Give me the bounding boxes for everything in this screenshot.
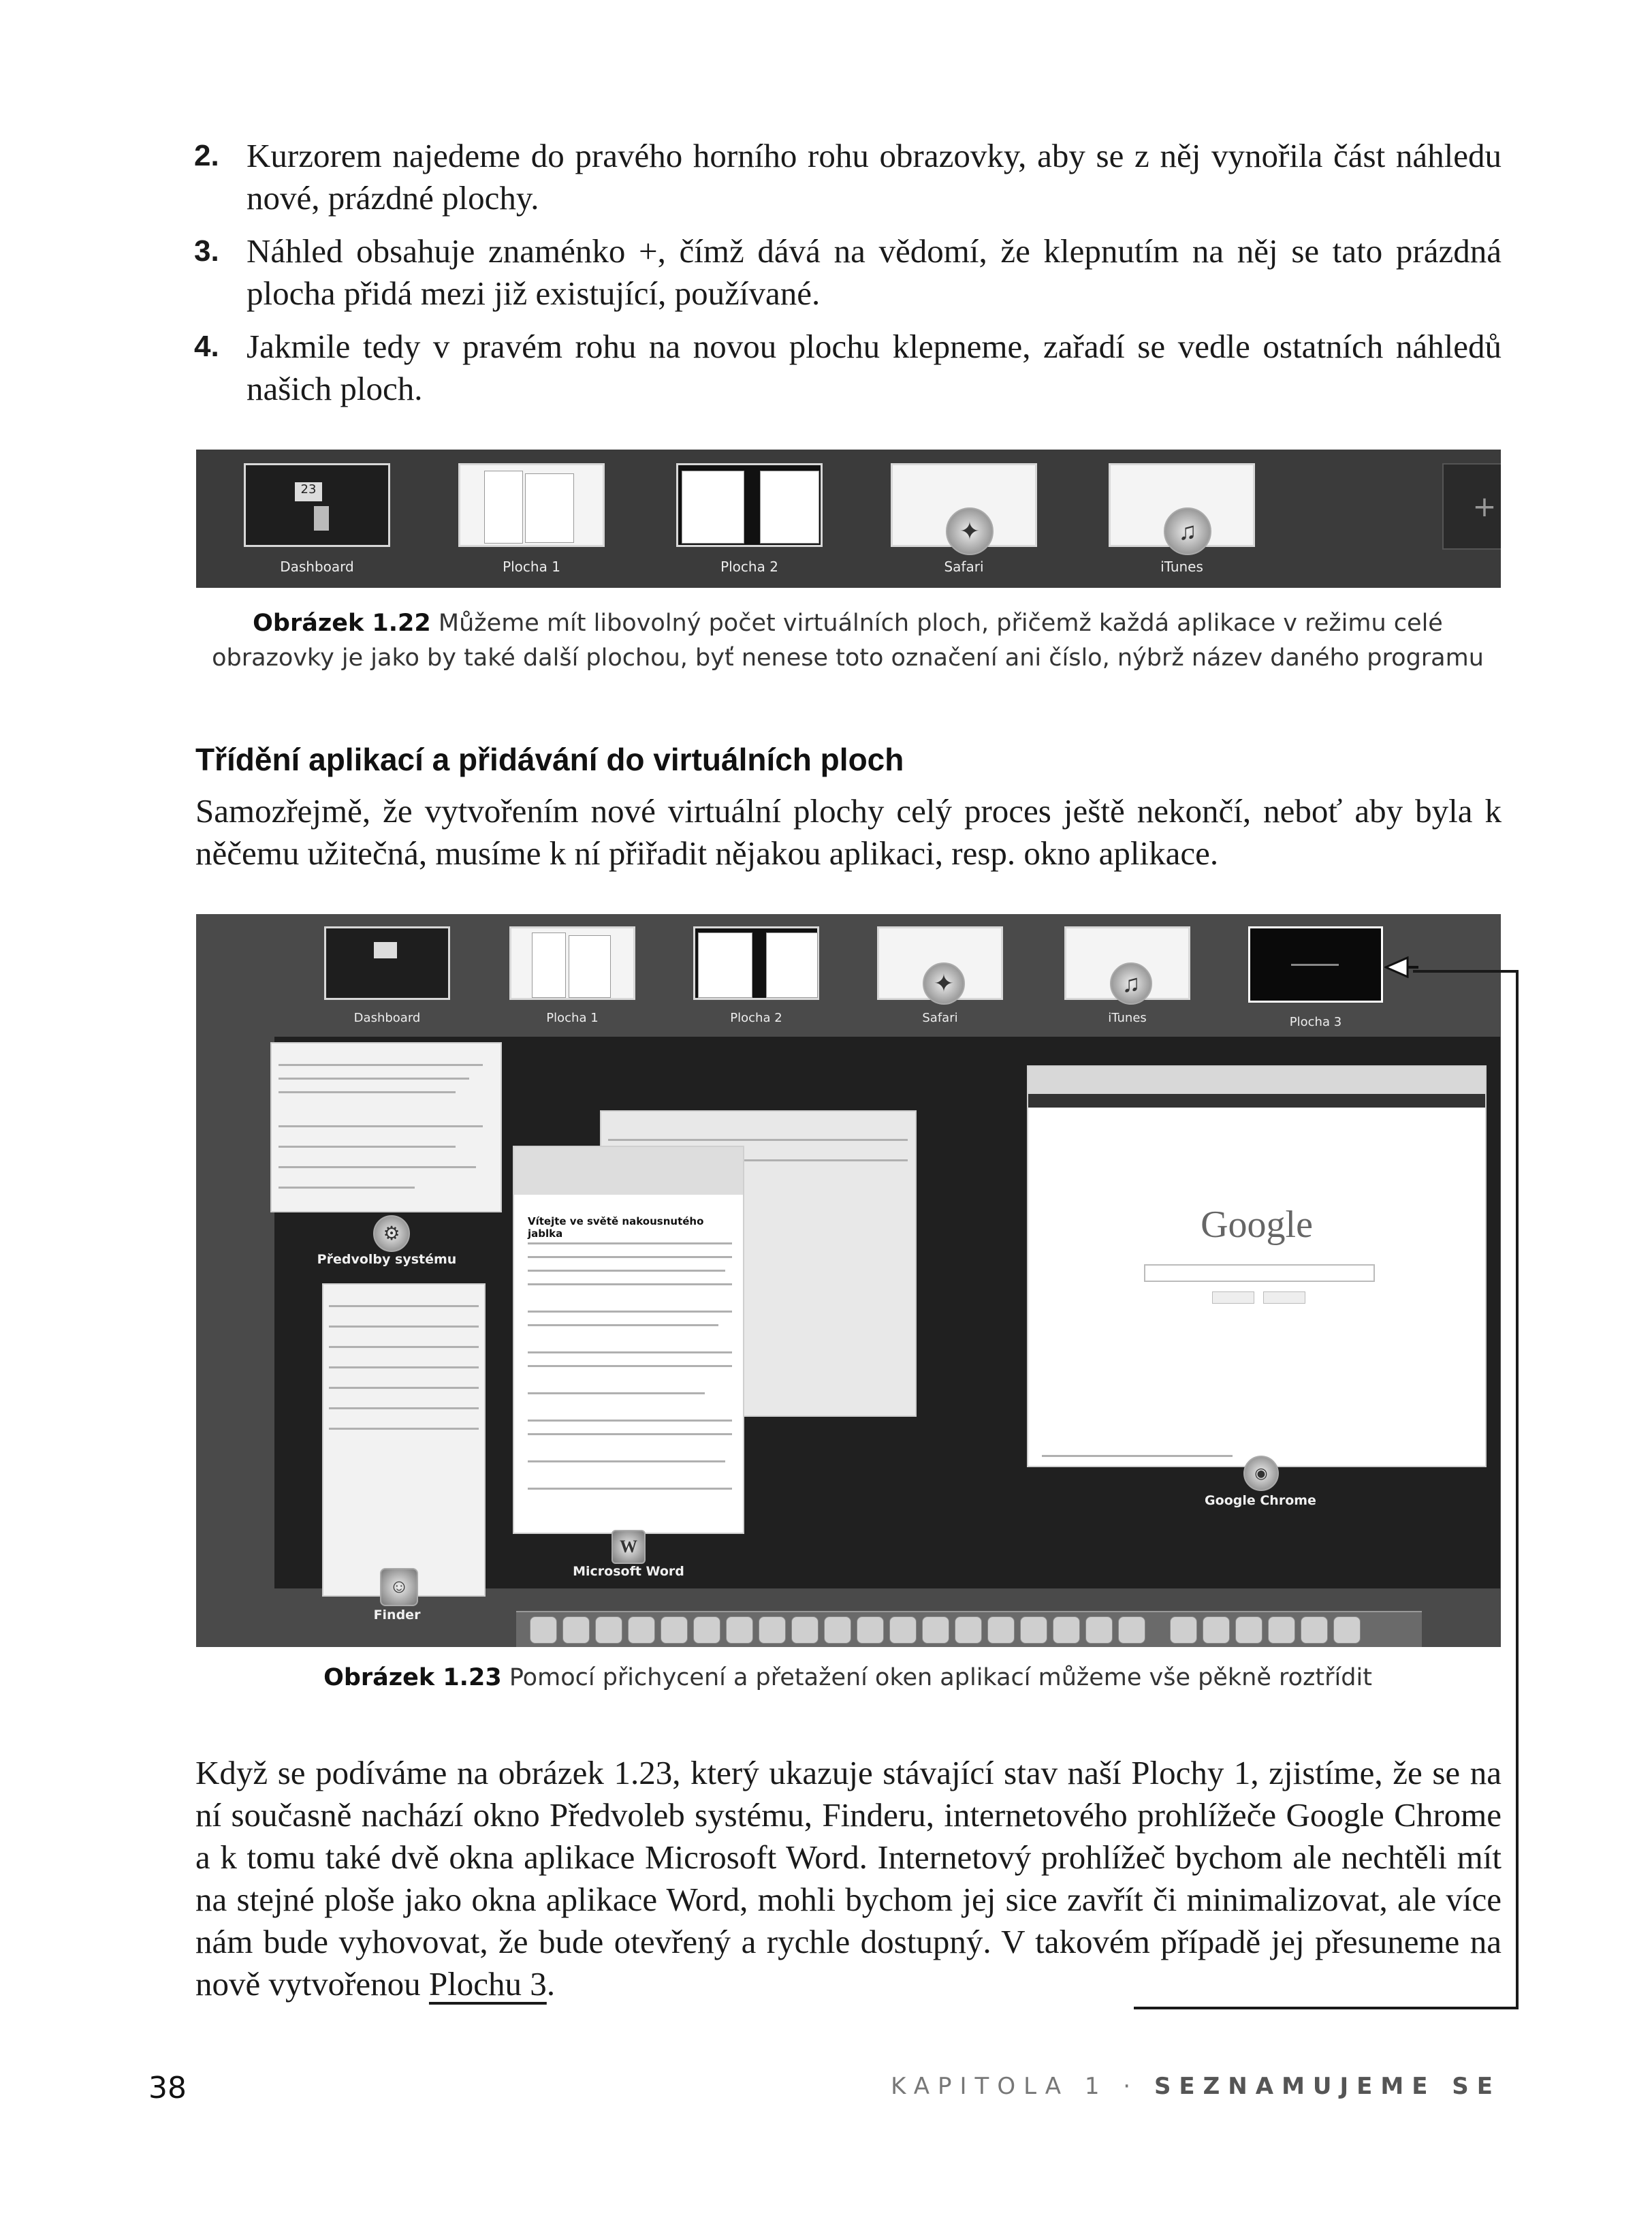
facetime-dock-icon[interactable] xyxy=(759,1616,786,1644)
downloads-dock-icon[interactable] xyxy=(1301,1616,1328,1644)
chrome-toolbar xyxy=(1028,1067,1485,1094)
text-line xyxy=(528,1351,732,1353)
text-line xyxy=(528,1392,705,1394)
step-number: 3. xyxy=(194,234,219,268)
word-icon: W xyxy=(611,1530,646,1564)
text-line xyxy=(279,1166,476,1168)
spaces-bar-screenshot xyxy=(196,450,1501,588)
plocha-3-reference: Plochu 3 xyxy=(428,1965,547,2003)
caption-label: Obrázek 1.22 xyxy=(253,610,431,637)
document-preview xyxy=(532,932,566,998)
app-label: Google Chrome xyxy=(1205,1493,1316,1508)
text-line xyxy=(279,1187,415,1189)
text-line xyxy=(608,1139,908,1141)
space-thumb-plocha-1 xyxy=(458,463,605,575)
dashboard-clock: 23 xyxy=(295,482,322,501)
text-line xyxy=(329,1305,479,1307)
text-line xyxy=(528,1488,732,1490)
text-line xyxy=(528,1324,718,1326)
caption-text: Pomocí přichycení a přetažení oken aplikací můžeme vše pěkně roztřídit xyxy=(509,1664,1372,1691)
finder-icon: ☺ xyxy=(380,1568,418,1606)
space-label: Safari xyxy=(944,559,984,575)
photos-dock-icon[interactable] xyxy=(791,1616,819,1644)
word-toolbar xyxy=(514,1147,743,1195)
document-preview xyxy=(525,473,574,543)
step-item xyxy=(194,135,1502,219)
chrome-window[interactable] xyxy=(1027,1065,1487,1467)
step-item xyxy=(194,326,1502,410)
chrome-dock-icon[interactable] xyxy=(987,1616,1015,1644)
mission-control-dock-icon[interactable] xyxy=(595,1616,622,1644)
space-label: Plocha 3 xyxy=(1289,1015,1342,1029)
preview-dock-icon[interactable] xyxy=(857,1616,884,1644)
text-line xyxy=(329,1366,479,1368)
text-line xyxy=(329,1387,479,1389)
skype-dock-icon[interactable] xyxy=(955,1616,982,1644)
mail-dock-icon[interactable] xyxy=(661,1616,688,1644)
system-preferences-dock-icon[interactable] xyxy=(922,1616,949,1644)
chapter-title: SEZNAMUJEME SE xyxy=(1154,2073,1501,2100)
text-line xyxy=(279,1146,456,1148)
paragraph-text: Když se podíváme na obrázek 1.23, který ukazuje stávající stav naší Plochy 1, zjistíme, že se na ní současně nachází okno Předvoleb systému, Finderu, internetového prohlížeče Google Chrome a k tomu také dvě okna aplikace Microsoft Word. Internetový prohlížeč bychom ale nechtěli mít na stejné ploše jako okna aplikace Word, mohli bychom jej sice zavřít či minimalizovat, ale více nám bude vyhovovat, že bude otevřený a rychle dostupný. V takovém případě jej přesuneme na nově vytvořenou xyxy=(195,1754,1502,2003)
intro-paragraph: Samozřejmě, že vytvořením nové virtuální plochy celý proces ještě nekončí, neboť aby byla k něčemu užitečná, musíme k ní přiřadit nějakou aplikaci, resp. okno aplikace. xyxy=(195,792,1502,872)
step-number: 4. xyxy=(194,330,219,363)
space-label: Safari xyxy=(922,1011,958,1025)
search-input[interactable] xyxy=(1144,1264,1375,1282)
page-number: 38 xyxy=(148,2071,187,2105)
word-window-front[interactable] xyxy=(513,1146,744,1534)
space-thumb-plocha-2 xyxy=(693,926,819,1025)
space-label: Plocha 1 xyxy=(503,559,560,575)
text-line xyxy=(329,1407,479,1409)
space-label: Plocha 1 xyxy=(546,1011,599,1025)
text-line xyxy=(528,1270,725,1272)
text-line xyxy=(279,1125,483,1127)
finder-window[interactable] xyxy=(322,1283,486,1597)
caption-text: Můžeme mít libovolný počet virtuálních ploch, přičemž každá aplikace v režimu celé obrazovky je jako by také další plochou, byť nenese toto označení ani číslo, nýbrž název daného programu xyxy=(212,610,1484,672)
chapter-label: KAPITOLA 1 · xyxy=(891,2073,1139,2100)
text-line xyxy=(528,1460,725,1462)
finder-dock-icon[interactable] xyxy=(530,1616,557,1644)
dock xyxy=(516,1611,1422,1647)
document-preview xyxy=(484,471,523,544)
space-label: Plocha 2 xyxy=(730,1011,782,1025)
space-label: Dashboard xyxy=(280,559,354,575)
text-line xyxy=(329,1326,479,1328)
space-thumb-plocha-3[interactable] xyxy=(1248,926,1383,1029)
text-line xyxy=(279,1064,483,1066)
step-item xyxy=(194,230,1502,315)
figure-caption xyxy=(204,606,1491,676)
footer-links xyxy=(1042,1455,1233,1457)
itunes-icon: ♫ xyxy=(1164,507,1211,555)
text-line xyxy=(329,1346,479,1348)
search-button[interactable] xyxy=(1212,1291,1254,1304)
text-line xyxy=(528,1311,732,1313)
safari-icon: ✦ xyxy=(923,962,965,1005)
google-logo: Google xyxy=(1201,1204,1313,1246)
calendar-dock-icon[interactable] xyxy=(628,1616,655,1644)
folder-dock-icon[interactable] xyxy=(1235,1616,1262,1644)
document-preview xyxy=(569,935,611,998)
space-thumb-itunes xyxy=(1064,926,1190,1025)
space-thumb-itunes xyxy=(1109,463,1255,575)
safari-icon: ✦ xyxy=(946,507,994,555)
folder-dock-icon[interactable] xyxy=(1170,1616,1197,1644)
text-line xyxy=(528,1256,732,1258)
app-label: Finder xyxy=(373,1608,421,1623)
window-preview xyxy=(766,932,818,998)
safari-dock-icon[interactable] xyxy=(693,1616,720,1644)
add-space-button[interactable]: + xyxy=(1442,463,1501,550)
google-bar xyxy=(1028,1094,1485,1108)
step-text: Kurzorem najedeme do pravého horního rohu obrazovky, aby se z něj vynořila část náhledu nové, prázdné plochy. xyxy=(247,137,1502,217)
text-line xyxy=(528,1420,732,1422)
annotation-line xyxy=(1413,970,1519,973)
space-thumb-plocha-1 xyxy=(509,926,635,1025)
body-paragraph xyxy=(195,1752,1502,2005)
arrow-left-icon xyxy=(1384,956,1418,978)
space-label: iTunes xyxy=(1108,1011,1147,1025)
text-line xyxy=(279,1091,456,1093)
itunes-icon: ♫ xyxy=(1110,962,1152,1005)
empty-desktop-glow xyxy=(1291,964,1339,966)
space-thumb-plocha-2 xyxy=(676,463,823,575)
running-head xyxy=(891,2073,1501,2100)
text-line xyxy=(528,1433,732,1435)
folder-dock-icon[interactable] xyxy=(1203,1616,1230,1644)
text-line xyxy=(329,1428,479,1430)
text-line xyxy=(528,1365,732,1367)
app-label: Předvolby systému xyxy=(317,1252,457,1267)
document-title: Vítejte ve světě nakousnutého jablka xyxy=(528,1215,704,1240)
space-thumb-dashboard xyxy=(244,463,390,575)
space-thumb-safari xyxy=(891,463,1037,575)
chrome-icon: ◉ xyxy=(1243,1456,1279,1491)
space-label: iTunes xyxy=(1160,559,1203,575)
paragraph-end: . xyxy=(546,1965,556,2003)
step-list xyxy=(194,135,1502,421)
system-preferences-window[interactable] xyxy=(270,1042,502,1212)
step-number: 2. xyxy=(194,139,219,172)
window-preview xyxy=(682,471,744,544)
app-store-dock-icon[interactable] xyxy=(824,1616,851,1644)
messages-dock-icon[interactable] xyxy=(726,1616,753,1644)
section-heading: Třídění aplikací a přidávání do virtuálních ploch xyxy=(195,742,904,777)
window-preview xyxy=(760,471,819,544)
mission-control-screenshot xyxy=(196,914,1501,1647)
itunes-dock-icon[interactable] xyxy=(889,1616,917,1644)
app-dock-icon[interactable] xyxy=(1085,1616,1113,1644)
text-line xyxy=(279,1078,469,1080)
folder-dock-icon[interactable] xyxy=(1268,1616,1295,1644)
space-thumb-dashboard xyxy=(324,926,450,1025)
lucky-button[interactable] xyxy=(1263,1291,1305,1304)
excel-dock-icon[interactable] xyxy=(1053,1616,1080,1644)
gear-icon: ⚙ xyxy=(373,1215,410,1252)
step-text: Jakmile tedy v pravém rohu na novou plochu klepneme, zařadí se vedle ostatních náhledů našich ploch. xyxy=(247,328,1502,407)
dashboard-widget xyxy=(314,506,329,531)
space-label: Dashboard xyxy=(353,1011,421,1025)
app-dock-icon[interactable] xyxy=(1118,1616,1145,1644)
trash-dock-icon[interactable] xyxy=(1333,1616,1361,1644)
space-thumb-safari xyxy=(877,926,1003,1025)
word-dock-icon[interactable] xyxy=(1020,1616,1047,1644)
step-text: Náhled obsahuje znaménko +, čímž dává na vědomí, že klepnutím na něj se tato prázdná plocha přidá mezi již existující, používané. xyxy=(247,232,1502,312)
space-label: Plocha 2 xyxy=(720,559,778,575)
app-label: Microsoft Word xyxy=(573,1564,684,1579)
caption-label: Obrázek 1.23 xyxy=(323,1664,502,1691)
text-line xyxy=(528,1283,732,1285)
launchpad-dock-icon[interactable] xyxy=(562,1616,590,1644)
figure-caption xyxy=(204,1661,1491,1695)
annotation-line xyxy=(1516,970,1519,2009)
text-line xyxy=(528,1242,732,1244)
dashboard-widget xyxy=(374,942,397,958)
annotation-line xyxy=(1134,2007,1519,2009)
desktop-area xyxy=(274,1037,1500,1623)
window-preview xyxy=(698,932,752,998)
